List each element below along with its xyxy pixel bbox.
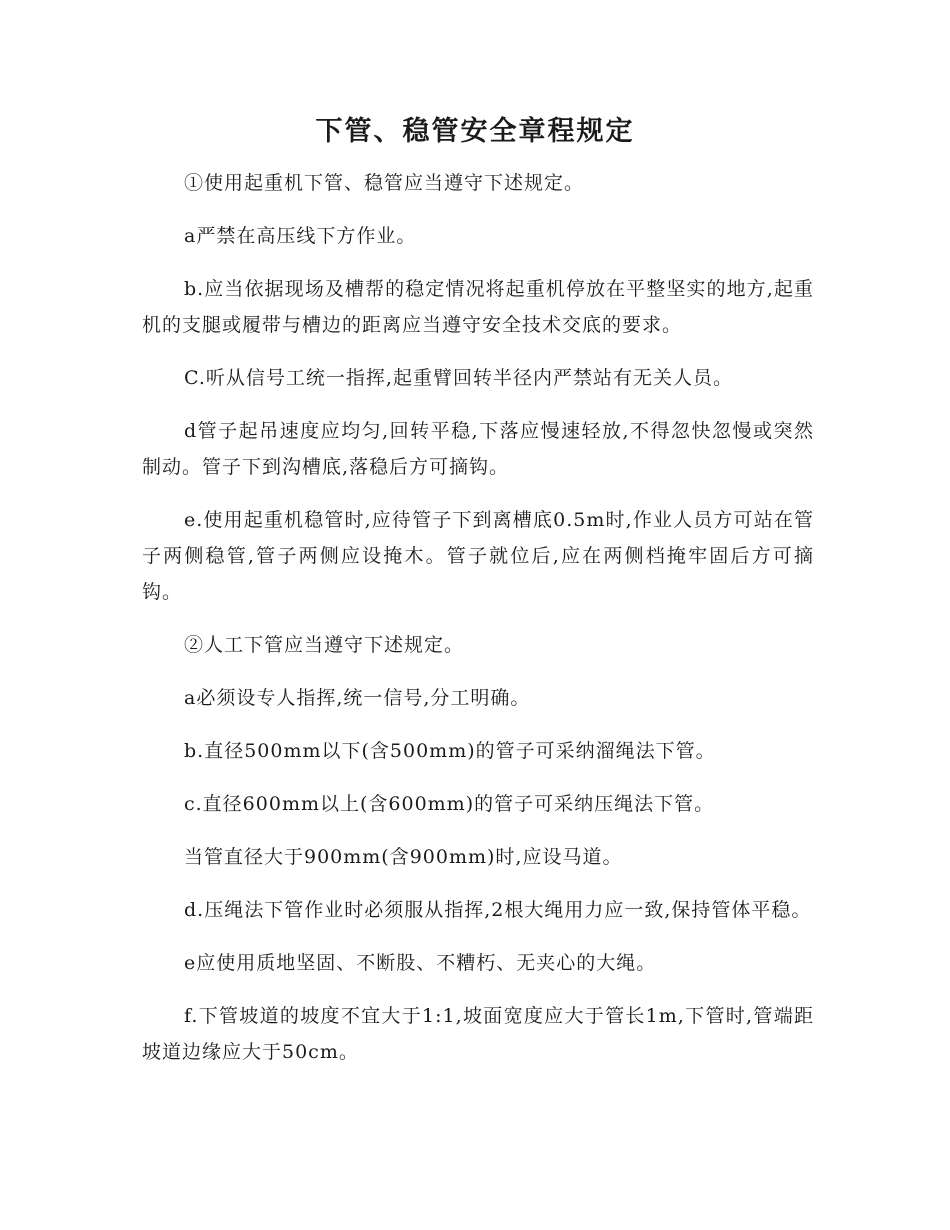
paragraph-7: ②人工下管应当遵守下述规定。 (184, 634, 465, 656)
document-body (142, 165, 814, 1087)
paragraph-2: a严禁在高压线下方作业。 (184, 225, 417, 247)
paragraph-12: d.压绳法下管作业时必须服从指挥,2根大绳用力应一致,保持管体平稳。 (184, 899, 812, 921)
paragraph-3: b.应当依据现场及槽帮的稳定情况将起重机停放在平整坚实的地方,起重机的支腿或履带与槽边的距离应当遵守安全技术交底的要求。 (142, 278, 814, 336)
paragraph-14: f.下管坡道的坡度不宜大于1:1,坡面宽度应大于管长1m,下管时,管端距坡道边缘应大于50cm。 (142, 1005, 814, 1063)
paragraph-11: 当管直径大于900mm(含900mm)时,应设马道。 (184, 846, 623, 868)
paragraph-8: a必须设专人指挥,统一信号,分工明确。 (184, 687, 531, 709)
paragraph-10: c.直径600mm以上(含600mm)的管子可采纳压绳法下管。 (184, 793, 715, 815)
paragraph-6: e.使用起重机稳管时,应待管子下到离槽底0.5m时,作业人员方可站在管子两侧稳管,管子两侧应设掩木。管子就位后,应在两侧档掩牢固后方可摘钩。 (142, 509, 814, 603)
document-title: 下管、稳管安全章程规定 (315, 116, 635, 147)
paragraph-4: C.听从信号工统一指挥,起重臂回转半径内严禁站有无关人员。 (184, 367, 733, 389)
paragraph-5: d管子起吊速度应均匀,回转平稳,下落应慢速轻放,不得忽快忽慢或突然制动。管子下到沟槽底,落稳后方可摘钩。 (142, 420, 814, 478)
paragraph-1: ①使用起重机下管、稳管应当遵守下述规定。 (184, 172, 585, 194)
paragraph-13: e应使用质地坚固、不断股、不糟朽、无夹心的大绳。 (184, 952, 657, 974)
paragraph-9: b.直径500mm以下(含500mm)的管子可采纳溜绳法下管。 (184, 740, 716, 762)
